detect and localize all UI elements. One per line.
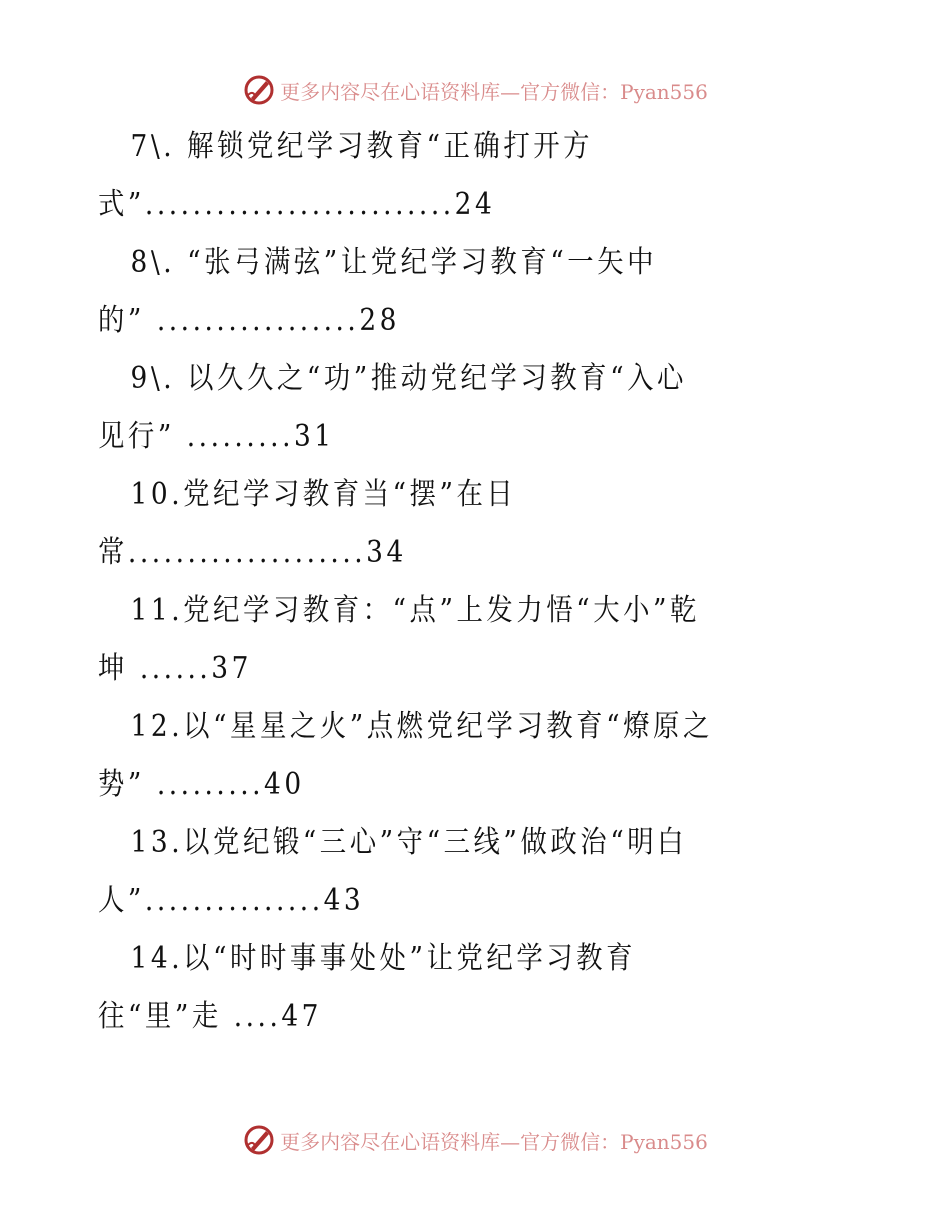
toc-entry-12-line1[interactable]: 12.以“星星之火”点燃党纪学习教育“燎原之 [130, 709, 713, 744]
table-of-contents [98, 118, 838, 1046]
watermark-text: 更多内容尽在心语资料库—官方微信：Pyan556 [280, 1129, 708, 1154]
toc-entry-12-line2[interactable]: 势” .........40 [98, 767, 305, 802]
toc-entry-11-line1[interactable]: 11.党纪学习教育：“点”上发力悟“大小”乾 [130, 593, 700, 628]
toc-entry-8-line1[interactable]: 8\. “张弓满弦”让党纪学习教育“一矢中 [130, 245, 658, 280]
watermark-text: 更多内容尽在心语资料库—官方微信：Pyan556 [280, 79, 708, 104]
toc-entry-11-line2[interactable]: 坤 ......37 [98, 651, 252, 686]
pen-circle-logo-icon [242, 73, 276, 107]
toc-entry-9-line1[interactable]: 9\. 以久久之“功”推动党纪学习教育“入心 [130, 361, 687, 396]
toc-entry-10-line2[interactable]: 常....................34 [98, 535, 407, 570]
toc-entry-14-line2[interactable]: 往“里”走 ....47 [98, 999, 322, 1034]
header-watermark [0, 70, 950, 110]
toc-entry-8-line2[interactable]: 的” .................28 [98, 303, 400, 338]
toc-entry-7-line1[interactable]: 7\. 解锁党纪学习教育“正确打开方 [130, 129, 594, 164]
toc-entry-14-line1[interactable]: 14.以“时时事事处处”让党纪学习教育 [130, 941, 637, 976]
toc-entry-9-line2[interactable]: 见行” .........31 [98, 419, 335, 454]
toc-entry-13-line2[interactable]: 人”...............43 [98, 883, 365, 918]
toc-entry-13-line1[interactable]: 13.以党纪锻“三心”守“三线”做政治“明白 [130, 825, 688, 860]
footer-watermark [0, 1120, 950, 1160]
toc-entry-7-line2[interactable]: 式”..........................24 [98, 187, 496, 222]
toc-entry-10-line1[interactable]: 10.党纪学习教育当“摆”在日 [130, 477, 517, 512]
pen-circle-logo-icon [242, 1123, 276, 1157]
